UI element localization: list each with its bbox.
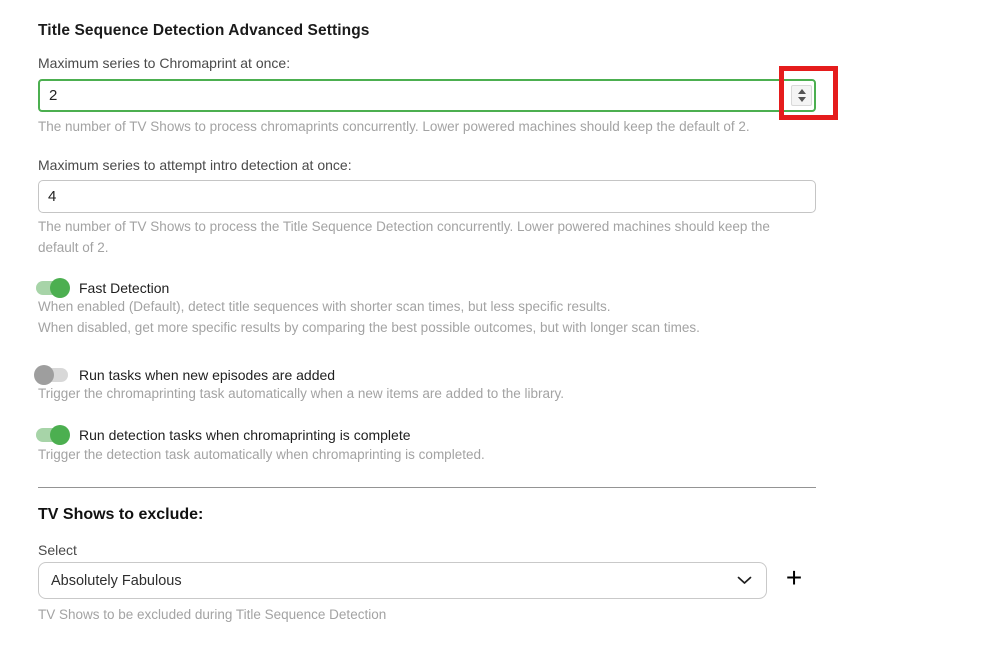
run-tasks-row	[36, 364, 335, 385]
run-detection-label: Run detection tasks when chromaprinting is complete	[79, 426, 411, 443]
run-detection-row	[36, 424, 411, 445]
help-line: Trigger the chromaprinting task automatically when a new items are added to the library.	[38, 386, 565, 401]
max-detection-input[interactable]	[38, 180, 816, 213]
add-show-button[interactable]: +	[780, 559, 808, 597]
fast-detection-label: Fast Detection	[79, 279, 170, 296]
max-chromaprint-help: The number of TV Shows to process chromaprints concurrently. Lower powered machines should keep the default of 2.	[38, 119, 750, 134]
page-title: Title Sequence Detection Advanced Settings	[38, 22, 370, 39]
toggle-knob	[50, 425, 70, 445]
help-line: Trigger the detection task automatically when chromaprinting is completed.	[38, 447, 485, 462]
help-line: When disabled, get more specific results by comparing the best possible outcomes, but with longer scan times.	[38, 320, 700, 335]
exclude-select-label: Select	[38, 542, 77, 558]
run-tasks-toggle[interactable]	[36, 367, 68, 383]
help-line: When enabled (Default), detect title sequences with shorter scan times, but less specific results.	[38, 299, 611, 314]
number-input-spinner[interactable]	[791, 85, 812, 106]
exclude-show-select[interactable]	[38, 562, 767, 599]
section-divider	[38, 487, 816, 488]
max-detection-help: The number of TV Shows to process the Title Sequence Detection concurrently. Lower powered machines should keep the default of 2.	[38, 219, 770, 255]
toggle-knob	[50, 278, 70, 298]
selected-show-value: Absolutely Fabulous	[51, 572, 182, 589]
max-chromaprint-input[interactable]	[38, 79, 816, 112]
exclude-help: TV Shows to be excluded during Title Sequence Detection	[38, 607, 387, 622]
chevron-down-icon	[737, 576, 752, 585]
run-detection-toggle[interactable]	[36, 427, 68, 443]
run-detection-help	[38, 444, 813, 465]
max-detection-label: Maximum series to attempt intro detection at once:	[38, 157, 352, 173]
spinner-down-icon[interactable]	[798, 97, 806, 102]
toggle-knob	[34, 365, 54, 385]
max-chromaprint-label: Maximum series to Chromaprint at once:	[38, 55, 291, 71]
fast-detection-toggle[interactable]	[36, 280, 68, 296]
run-tasks-help	[38, 383, 813, 404]
spinner-up-icon[interactable]	[798, 89, 806, 94]
exclude-section-heading: TV Shows to exclude:	[38, 506, 204, 523]
fast-detection-row	[36, 277, 169, 298]
fast-detection-help	[38, 296, 813, 338]
run-tasks-label: Run tasks when new episodes are added	[79, 366, 336, 383]
